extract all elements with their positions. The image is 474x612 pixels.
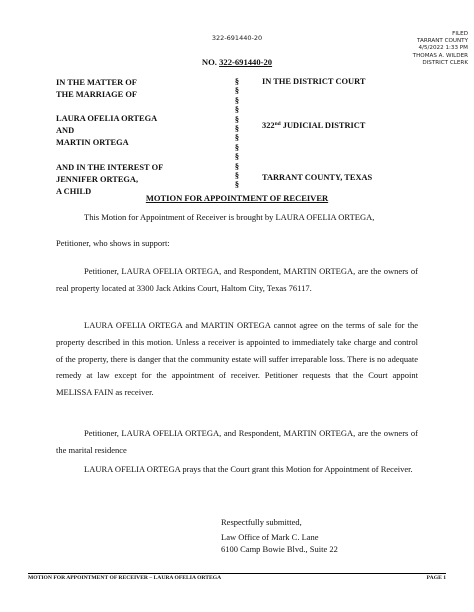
- section-mark: §: [234, 105, 240, 115]
- court-name: IN THE DISTRICT COURT: [262, 77, 366, 86]
- caption-line: [56, 150, 226, 162]
- filed-line: 4/5/2022 1:33 PM: [418, 45, 468, 52]
- county-name: TARRANT COUNTY, TEXAS: [262, 173, 373, 182]
- paragraph-text: Petitioner, who shows in support:: [56, 237, 170, 248]
- caption-line: THE MARRIAGE OF: [56, 90, 137, 100]
- section-mark: §: [234, 77, 240, 86]
- section-mark: §: [234, 133, 240, 143]
- caption-line: AND: [56, 126, 75, 136]
- district-suffix: nd: [274, 121, 281, 127]
- body-paragraph: [56, 461, 418, 478]
- signature-firm: Law Office of Mark C. Lane: [221, 532, 319, 542]
- body-paragraph: [56, 425, 418, 459]
- section-mark: §: [234, 86, 240, 96]
- district-label: JUDICIAL DISTRICT: [280, 121, 366, 130]
- section-mark: §: [234, 152, 240, 162]
- caption-line: IN THE MATTER OF: [56, 78, 137, 87]
- case-caption-parties: [56, 77, 226, 198]
- section-mark: §: [234, 95, 240, 105]
- caption-line: A CHILD: [56, 186, 92, 196]
- body-paragraph: [56, 263, 418, 297]
- paragraph-text: Petitioner, LAURA OFELIA ORTEGA, and Respondent, MARTIN ORTEGA, are the owners of real property located at 3300 Jack Atkins Court, Haltom City, Texas 76117.: [56, 266, 418, 293]
- signature-closing: Respectfully submitted,: [221, 517, 302, 527]
- footer-title: MOTION FOR APPOINTMENT OF RECEIVER – LAURA OFELIA ORTEGA: [28, 575, 222, 581]
- stamp-number: 322-691440-20: [211, 34, 263, 42]
- judicial-district: [262, 121, 365, 130]
- section-mark: §: [234, 180, 240, 190]
- caption-line: AND IN THE INTEREST OF: [56, 162, 164, 172]
- document-title: MOTION FOR APPOINTMENT OF RECEIVER: [145, 193, 329, 203]
- cause-number: [0, 57, 474, 67]
- section-mark: §: [234, 142, 240, 152]
- page-number: PAGE 1: [426, 575, 446, 581]
- district-number: 322: [262, 121, 275, 130]
- cause-prefix: NO.: [201, 57, 220, 67]
- paragraph-text: This Motion for Appointment of Receiver is brought by LAURA OFELIA ORTEGA,: [84, 212, 375, 222]
- footer-divider: [28, 573, 446, 574]
- paragraph-text: LAURA OFELIA ORTEGA prays that the Court grant this Motion for Appointment of Receiver.: [84, 464, 413, 474]
- body-paragraph: [56, 317, 418, 401]
- section-mark: §: [234, 124, 240, 134]
- filed-line: TARRANT COUNTY: [417, 38, 468, 45]
- section-mark: §: [234, 161, 240, 171]
- section-mark: §: [234, 171, 240, 181]
- filed-line: FILED: [452, 31, 468, 37]
- section-marks: [231, 77, 243, 190]
- cause-number-value: 322-691440-20: [219, 57, 273, 67]
- body-paragraph: [56, 209, 418, 252]
- filed-line: THOMAS A. WILDER: [412, 52, 468, 59]
- paragraph-text: Petitioner, LAURA OFELIA ORTEGA, and Respondent, MARTIN ORTEGA, are the owners of the marital residence: [56, 428, 418, 455]
- signature-address: 6100 Camp Bowie Blvd., Suite 22: [221, 544, 338, 554]
- caption-line: MARTIN ORTEGA: [56, 138, 129, 148]
- paragraph-text: LAURA OFELIA ORTEGA and MARTIN ORTEGA cannot agree on the terms of sale for the property described in this motion. Unless a receiver is appointed to immediately take charge and control of the property, there is danger that the community estate will suffer irreparable loss. There is no adequate remedy at law except for the appointment of receiver. Petitioner requests that the Court appoint MELISSA FAIN as receiver.: [56, 320, 418, 398]
- caption-line: [56, 101, 226, 113]
- caption-line: JENNIFER ORTEGA,: [56, 174, 139, 184]
- caption-line: LAURA OFELIA ORTEGA: [56, 114, 158, 124]
- filed-line: DISTRICT CLERK: [422, 59, 468, 66]
- section-mark: §: [234, 114, 240, 124]
